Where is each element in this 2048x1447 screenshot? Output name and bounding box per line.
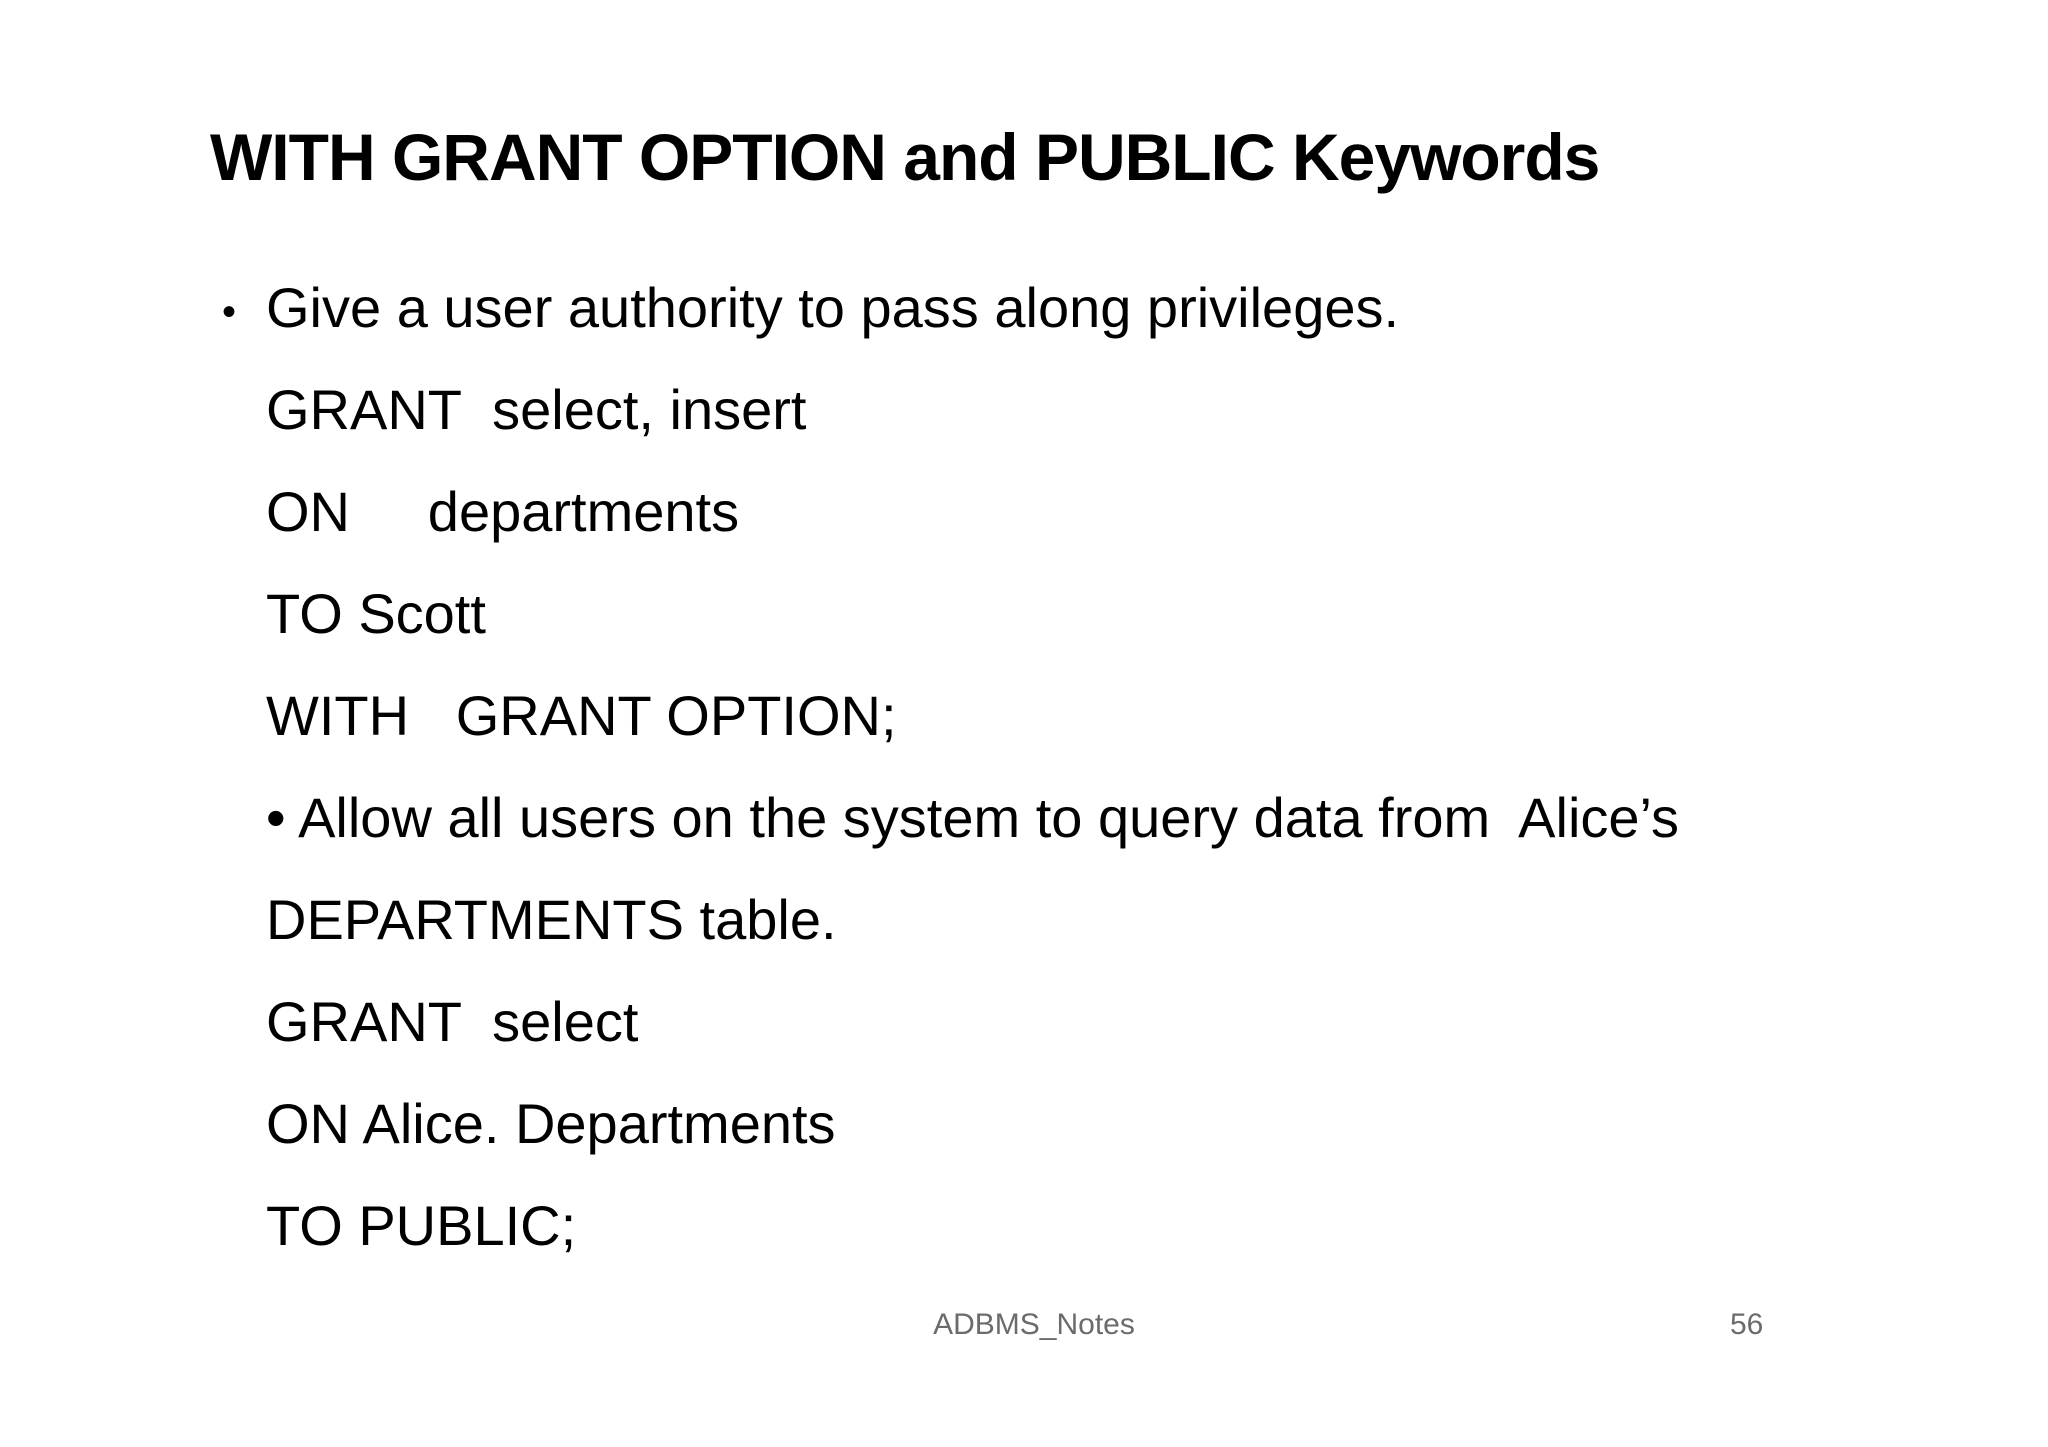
footer-label: ADBMS_Notes — [933, 1308, 1135, 1341]
content-line: ON departments — [266, 480, 740, 543]
content-line: Give a user authority to pass along privileges. — [266, 276, 1400, 339]
content-line: TO PUBLIC; — [266, 1194, 577, 1257]
content-line: DEPARTMENTS table. — [266, 888, 837, 951]
content-line: GRANT select — [266, 990, 639, 1053]
content-line: WITH GRANT OPTION; — [266, 684, 897, 747]
content-line: TO Scott — [266, 582, 486, 645]
content-line: GRANT select, insert — [266, 378, 807, 441]
slide-title: WITH GRANT OPTION and PUBLIC Keywords — [210, 120, 1600, 194]
page-number: 56 — [1730, 1308, 1764, 1341]
content-line: • Allow all users on the system to query data from Alice’s — [266, 786, 1679, 849]
bullet-marker: • — [222, 290, 237, 334]
content-line: ON Alice. Departments — [266, 1092, 836, 1155]
